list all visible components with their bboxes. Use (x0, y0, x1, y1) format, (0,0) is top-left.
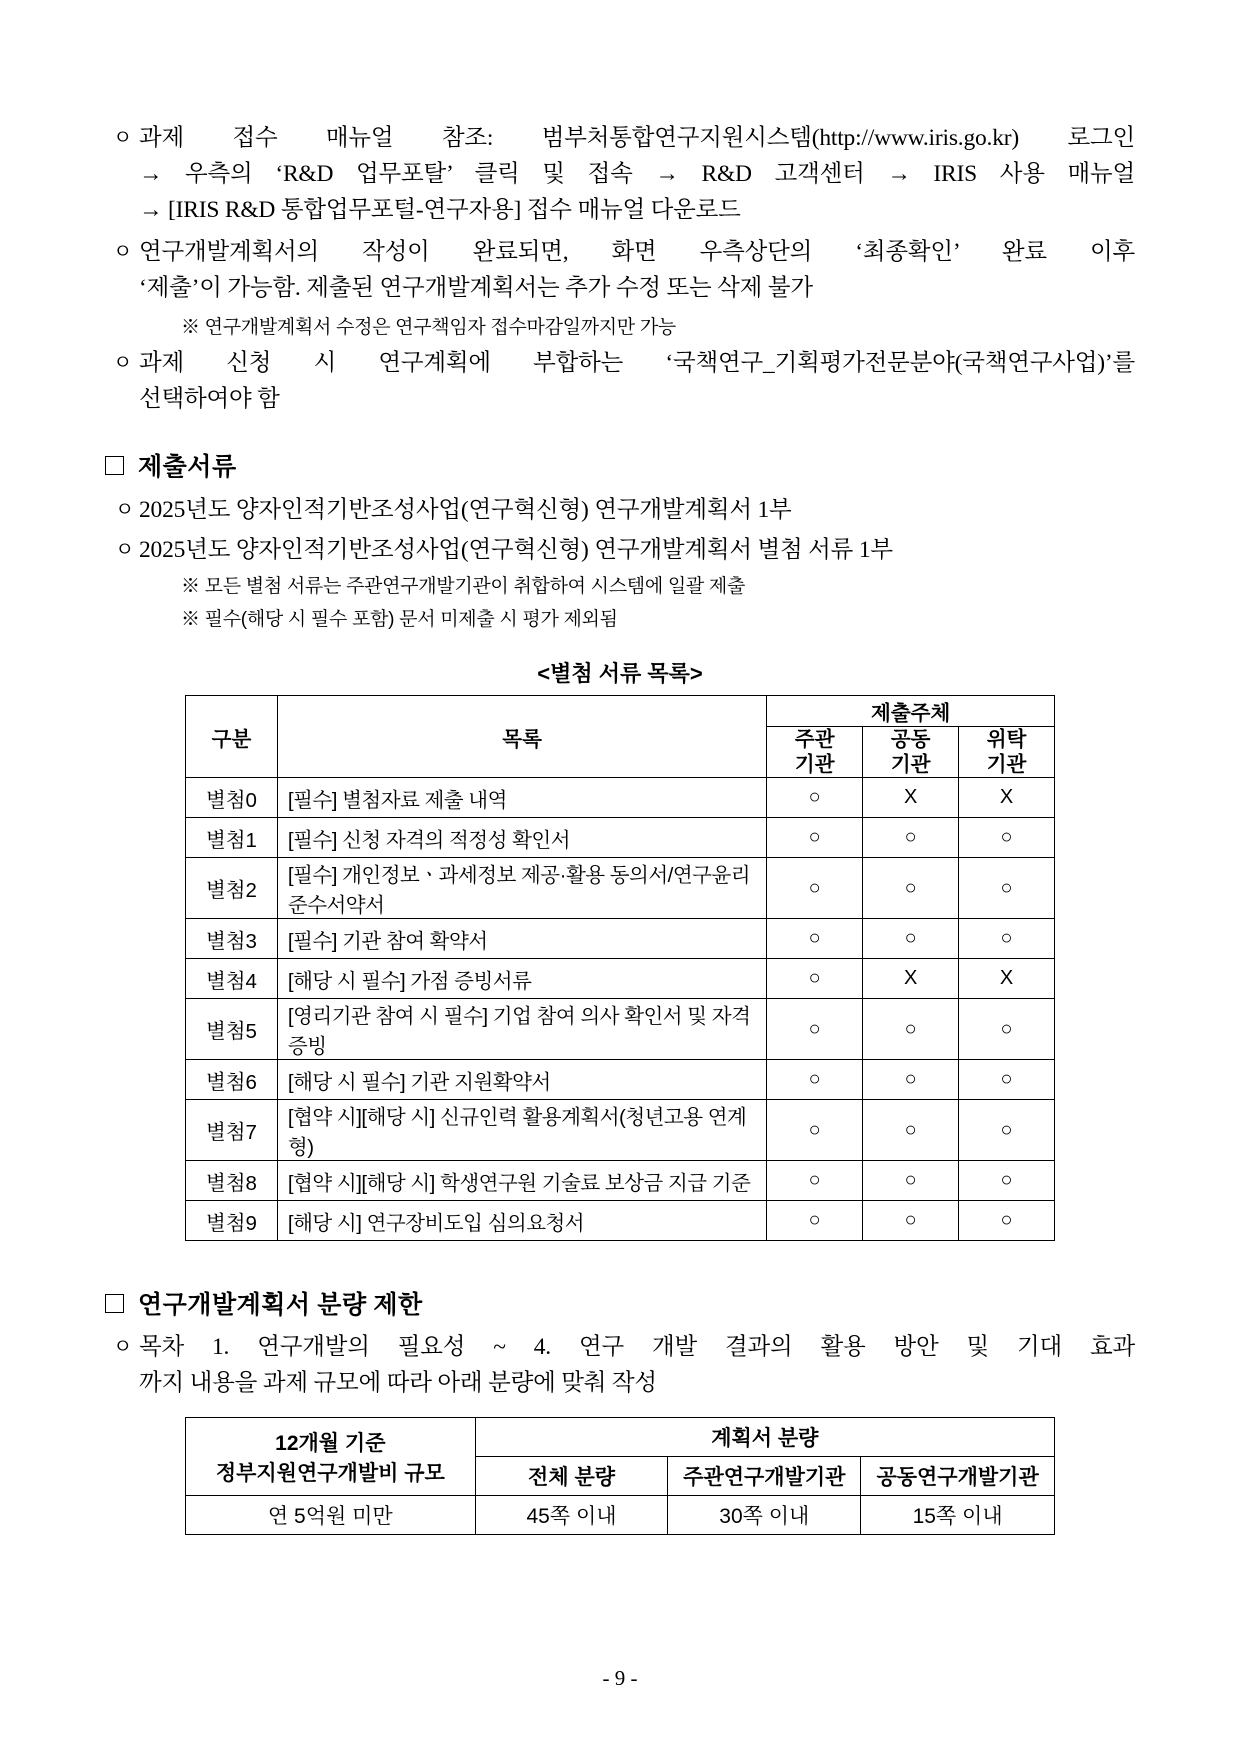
header-org-entrusted-line2: 기관 (986, 753, 1027, 776)
cell-org-joint: ○ (863, 1060, 959, 1100)
cell-org-lead: ○ (767, 778, 863, 818)
cell-org-joint: ○ (863, 1201, 959, 1241)
cell-org-entrusted: ○ (959, 999, 1055, 1060)
cell-list: [영리기관 참여 시 필수] 기업 참여 의사 확인서 및 자격 증빙 (277, 999, 766, 1060)
section-heading-documents (105, 447, 1135, 483)
cell-gubun: 별첨2 (186, 858, 278, 919)
bullet-marker: ㅇ (113, 241, 133, 263)
header-org-joint-line2: 기관 (890, 753, 931, 776)
table-row (186, 858, 1055, 919)
bullet-marker: ㅇ (113, 352, 133, 374)
cell-org-entrusted: ○ (959, 1201, 1055, 1241)
table-row (186, 778, 1055, 818)
section-title: 제출서류 (138, 454, 237, 481)
bullet-content (139, 120, 1135, 228)
bullet-marker: ㅇ (113, 1336, 133, 1358)
section-note: ※ 필수(해당 시 필수 포함) 문서 미제출 시 평가 제외됨 (181, 609, 618, 630)
cell-list: [필수] 기관 참여 확약서 (277, 919, 766, 959)
header-lead-org-volume: 주관연구개발기관 (668, 1457, 861, 1496)
cell-budget-scale: 연 5억원 미만 (186, 1496, 476, 1535)
cell-gubun: 별첨7 (186, 1100, 278, 1161)
header-org-entrusted-line1: 위탁 (986, 728, 1027, 751)
cell-org-joint: ○ (863, 858, 959, 919)
bullet-line: 과제 신청 시 연구계획에 부합하는 ‘국책연구_기획평가전문분야(국책연구사업)’를 (139, 350, 1135, 376)
cell-org-entrusted: ○ (959, 1161, 1055, 1201)
cell-org-lead: ○ (767, 1060, 863, 1100)
cell-gubun: 별첨8 (186, 1161, 278, 1201)
cell-org-entrusted: ○ (959, 818, 1055, 858)
bullet-line: 목차 1. 연구개발의 필요성 ~ 4. 연구 개발 결과의 활용 방안 및 기대 효과 (139, 1334, 1135, 1360)
header-org-lead (767, 727, 863, 778)
header-plan-volume: 계획서 분량 (475, 1418, 1054, 1457)
list-item (105, 234, 1135, 306)
cell-org-entrusted: ○ (959, 1060, 1055, 1100)
header-org-entrusted (959, 727, 1055, 778)
square-bullet-icon (105, 1294, 124, 1313)
cell-org-lead: ○ (767, 1161, 863, 1201)
header-org-joint (863, 727, 959, 778)
bullet-line: → 우측의 ‘R&D 업무포탈’ 클릭 및 접속 → R&D 고객센터 → IRIS 사용 매뉴얼 (139, 161, 1135, 187)
section-note: ※ 모든 별첨 서류는 주관연구개발기관이 취합하여 시스템에 일괄 제출 (181, 576, 746, 597)
bullet-line: 선택하여야 함 (139, 386, 280, 412)
bullet-line: ‘제출’이 가능함. 제출된 연구개발계획서는 추가 수정 또는 삭제 불가 (139, 275, 813, 301)
bullet-line: 까지 내용을 과제 규모에 따라 아래 분량에 맞춰 작성 (139, 1370, 657, 1396)
list-item (105, 345, 1135, 417)
cell-org-lead: ○ (767, 818, 863, 858)
header-org-lead-line2: 기관 (794, 753, 835, 776)
bullet-content (139, 345, 1135, 417)
table-header-row (186, 1418, 1055, 1457)
header-list: 목록 (277, 696, 766, 778)
table-row (186, 1201, 1055, 1241)
cell-org-lead: ○ (767, 959, 863, 999)
cell-org-lead: ○ (767, 919, 863, 959)
section-heading-page-limit (105, 1285, 1135, 1321)
list-item-label: 2025년도 양자인적기반조성사업(연구혁신형) 연구개발계획서 별첨 서류 1부 (139, 537, 893, 563)
header-budget-scale-line2: 정부지원연구개발비 규모 (215, 1461, 445, 1485)
table-row (186, 959, 1055, 999)
table-row (186, 919, 1055, 959)
header-org-lead-line1: 주관 (794, 728, 835, 751)
bullet-line: → [IRIS R&D 통합업무포털-연구자용] 접수 매뉴얼 다운로드 (139, 197, 741, 223)
cell-gubun: 별첨4 (186, 959, 278, 999)
table-header-row (186, 696, 1055, 727)
cell-org-lead: ○ (767, 1100, 863, 1161)
cell-list: [해당 시 필수] 기관 지원확약서 (277, 1060, 766, 1100)
cell-gubun: 별첨1 (186, 818, 278, 858)
header-budget-scale (186, 1418, 476, 1496)
header-budget-scale-line1: 12개월 기준 (275, 1431, 386, 1455)
table-row (186, 1161, 1055, 1201)
cell-list: [필수] 신청 자격의 적정성 확인서 (277, 818, 766, 858)
cell-joint-org-volume: 15쪽 이내 (861, 1496, 1055, 1535)
cell-org-entrusted: X (959, 778, 1055, 818)
header-submitter: 제출주체 (767, 696, 1055, 727)
cell-total-volume: 45쪽 이내 (475, 1496, 668, 1535)
cell-org-lead: ○ (767, 1201, 863, 1241)
intro-bullet-list (105, 120, 1135, 417)
cell-org-joint: ○ (863, 818, 959, 858)
attachment-table-caption: <별첨 서류 목록> (537, 661, 703, 686)
cell-org-entrusted: ○ (959, 919, 1055, 959)
cell-org-entrusted: ○ (959, 858, 1055, 919)
table-row (186, 999, 1055, 1060)
bullet-line: 연구개발계획서의 작성이 완료되면, 화면 우측상단의 ‘최종확인’ 완료 이후 (139, 239, 1135, 265)
list-item (105, 1329, 1135, 1401)
cell-org-entrusted: ○ (959, 1100, 1055, 1161)
cell-lead-org-volume: 30쪽 이내 (668, 1496, 861, 1535)
cell-org-joint: X (863, 959, 959, 999)
bullet-note: ※ 연구개발계획서 수정은 연구책임자 접수마감일까지만 가능 (181, 317, 676, 338)
list-item (105, 491, 1135, 529)
cell-list: [필수] 별첨자료 제출 내역 (277, 778, 766, 818)
cell-org-entrusted: X (959, 959, 1055, 999)
cell-org-lead: ○ (767, 999, 863, 1060)
list-item-label: 2025년도 양자인적기반조성사업(연구혁신형) 연구개발계획서 1부 (139, 497, 792, 523)
cell-org-joint: ○ (863, 999, 959, 1060)
bullet-marker: ㅇ (115, 499, 135, 521)
cell-list: [협약 시][해당 시] 학생연구원 기술료 보상금 지급 기준 (277, 1161, 766, 1201)
bullet-marker: ㅇ (115, 539, 135, 561)
bullet-content (139, 234, 1135, 306)
section-title: 연구개발계획서 분량 제한 (138, 1292, 423, 1319)
table-row (186, 818, 1055, 858)
cell-org-joint: ○ (863, 919, 959, 959)
table-row (186, 1496, 1055, 1535)
cell-list: [해당 시] 연구장비도입 심의요청서 (277, 1201, 766, 1241)
page-limit-table (185, 1417, 1055, 1535)
cell-org-lead: ○ (767, 858, 863, 919)
cell-list: [협약 시][해당 시] 신규인력 활용계획서(청년고용 연계형) (277, 1100, 766, 1161)
attachment-table (185, 695, 1055, 1241)
bullet-line: 과제 접수 매뉴얼 참조: 범부처통합연구지원시스템(http://www.iris.go.kr) 로그인 (139, 125, 1135, 151)
bullet-marker: ㅇ (113, 127, 133, 149)
cell-org-joint: X (863, 778, 959, 818)
cell-gubun: 별첨0 (186, 778, 278, 818)
cell-gubun: 별첨6 (186, 1060, 278, 1100)
page-number: - 9 - (602, 1666, 638, 1690)
header-joint-org-volume: 공동연구개발기관 (861, 1457, 1055, 1496)
table-row (186, 1100, 1055, 1161)
header-gubun: 구분 (186, 696, 278, 778)
cell-gubun: 별첨3 (186, 919, 278, 959)
cell-list: [필수] 개인정보ㆍ과세정보 제공·활용 동의서/연구윤리 준수서약서 (277, 858, 766, 919)
cell-gubun: 별첨9 (186, 1201, 278, 1241)
cell-list: [해당 시 필수] 가점 증빙서류 (277, 959, 766, 999)
list-item (105, 120, 1135, 228)
cell-org-joint: ○ (863, 1161, 959, 1201)
list-item (105, 531, 1135, 569)
header-org-joint-line1: 공동 (890, 728, 931, 751)
table-row (186, 1060, 1055, 1100)
cell-org-joint: ○ (863, 1100, 959, 1161)
cell-gubun: 별첨5 (186, 999, 278, 1060)
header-total-volume: 전체 분량 (475, 1457, 668, 1496)
bullet-content (139, 1329, 1135, 1401)
square-bullet-icon (105, 456, 124, 475)
